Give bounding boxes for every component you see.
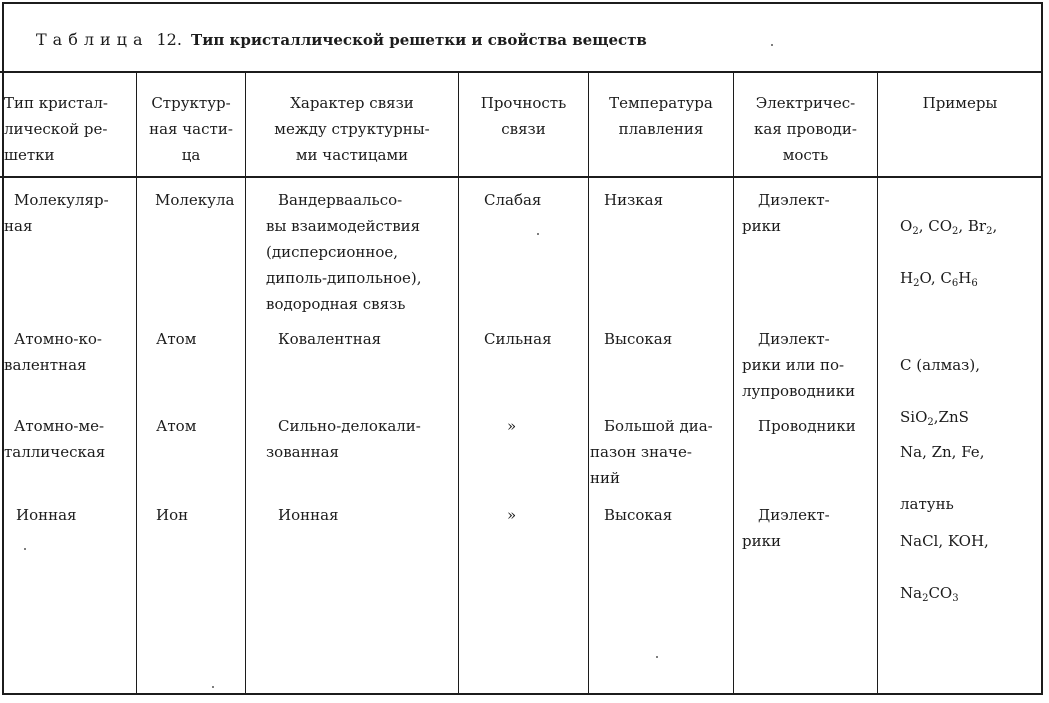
chem-subscript: 2: [927, 417, 934, 428]
chem-subscript: 6: [951, 278, 959, 289]
examples-line: [900, 528, 1040, 554]
header-structural-particle: Структур- ная части- ца: [149, 94, 233, 164]
chem-part: , Br: [958, 217, 987, 235]
scan-speck: [212, 686, 214, 688]
column-divider: [245, 73, 246, 695]
table-row-molecular-melting: Низкая: [604, 191, 664, 209]
table-row-ionic-melting: Высокая: [604, 506, 673, 524]
header-melting-point: Температура плавления: [609, 94, 713, 138]
chem-subscript: 2: [952, 226, 959, 237]
table-row-metallic-strength: »: [507, 417, 517, 435]
header-bond-strength: Прочность связи: [480, 94, 567, 138]
table-row-metallic-particle: Атом: [156, 417, 197, 435]
chem-part: ,: [992, 217, 998, 235]
table-row-ionic-conductivity: Диэлект- рики: [742, 506, 830, 550]
column-divider: [733, 73, 734, 695]
caption-title: Тип кристаллической решетки и свойства веществ: [191, 31, 647, 49]
chem-part: C (алмаз),: [900, 356, 980, 374]
table-row-metallic-conductivity: Проводники: [758, 417, 856, 435]
chem-part: CO: [928, 584, 953, 602]
chem-subscript: 2: [922, 593, 929, 604]
caption-divider: [0, 71, 1043, 73]
chem-part: O: [900, 217, 913, 235]
table-row-molecular-strength: Слабая: [484, 191, 542, 209]
column-divider: [136, 73, 137, 695]
table-row-covalent-strength: Сильная: [484, 330, 552, 348]
scan-speck: [656, 656, 658, 658]
table-row-ionic-type: Ионная: [16, 506, 77, 524]
scan-speck: [771, 44, 773, 46]
scan-speck: [537, 233, 539, 235]
chem-part: O, C: [919, 269, 952, 287]
header-lattice-type: Тип кристал- лической ре- шетки: [4, 94, 108, 164]
chem-part: Na: [900, 584, 923, 602]
table-row-covalent-conductivity: Диэлект- рики или по- лупроводники: [742, 330, 856, 400]
table-row-molecular-type: Молекуляр- ная: [4, 191, 109, 235]
table-row-molecular-bond: Вандерваальсо- вы взаимодействия (дисперсионное, диполь-дипольное), водородная связь: [266, 191, 422, 313]
examples-line: [900, 580, 1040, 606]
column-divider: [877, 73, 878, 695]
chem-part: латунь: [900, 495, 954, 513]
header-bond-character: Характер связи между структурны- ми частицами: [274, 94, 430, 164]
table-row-covalent-bond: Ковалентная: [278, 330, 382, 348]
column-divider: [458, 73, 459, 695]
chem-part: NaCl, KOH,: [900, 532, 989, 550]
chem-subscript: 6: [971, 278, 978, 289]
chem-subscript: 3: [952, 593, 959, 604]
chem-part: SiO: [900, 408, 928, 426]
examples-line: [900, 439, 1040, 465]
header-examples: Примеры: [922, 94, 998, 112]
column-divider: [588, 73, 589, 695]
table-row-ionic-examples: [900, 502, 1040, 632]
caption-number: 12.: [156, 30, 182, 49]
examples-line: [900, 352, 1040, 378]
table-row-covalent-type: Атомно-ко- валентная: [4, 330, 102, 374]
caption-label: Таблица: [36, 30, 149, 49]
table-row-covalent-melting: Высокая: [604, 330, 673, 348]
chem-part: Na, Zn, Fe,: [900, 443, 985, 461]
header-divider: [0, 176, 1043, 178]
table-row-metallic-type: Атомно-ме- таллическая: [4, 417, 106, 461]
examples-line: [900, 265, 1040, 291]
examples-line: [900, 213, 1040, 239]
chem-part: ,ZnS: [933, 408, 969, 426]
chem-subscript: 2: [913, 278, 920, 289]
table-row-covalent-particle: Атом: [156, 330, 197, 348]
header-conductivity: Электричес- кая проводи- мость: [754, 94, 857, 164]
table-row-metallic-melting: Большой диа- пазон значе- ний: [590, 417, 713, 487]
table-row-molecular-examples: [900, 187, 1040, 317]
chem-part: H: [958, 269, 972, 287]
table-row-molecular-particle: Молекула: [155, 191, 235, 209]
table-row-ionic-particle: Ион: [156, 506, 189, 524]
chem-subscript: 2: [912, 226, 919, 237]
chem-part: , CO: [918, 217, 952, 235]
table-row-molecular-conductivity: Диэлект- рики: [742, 191, 830, 235]
chem-part: H: [900, 269, 914, 287]
table-row-metallic-bond: Сильно-делокали- зованная: [266, 417, 421, 461]
chem-subscript: 2: [986, 226, 993, 237]
table-row-ionic-bond: Ионная: [278, 506, 339, 524]
table-caption: [36, 30, 647, 49]
scan-speck: [24, 548, 26, 550]
table-row-ionic-strength: »: [507, 506, 517, 524]
